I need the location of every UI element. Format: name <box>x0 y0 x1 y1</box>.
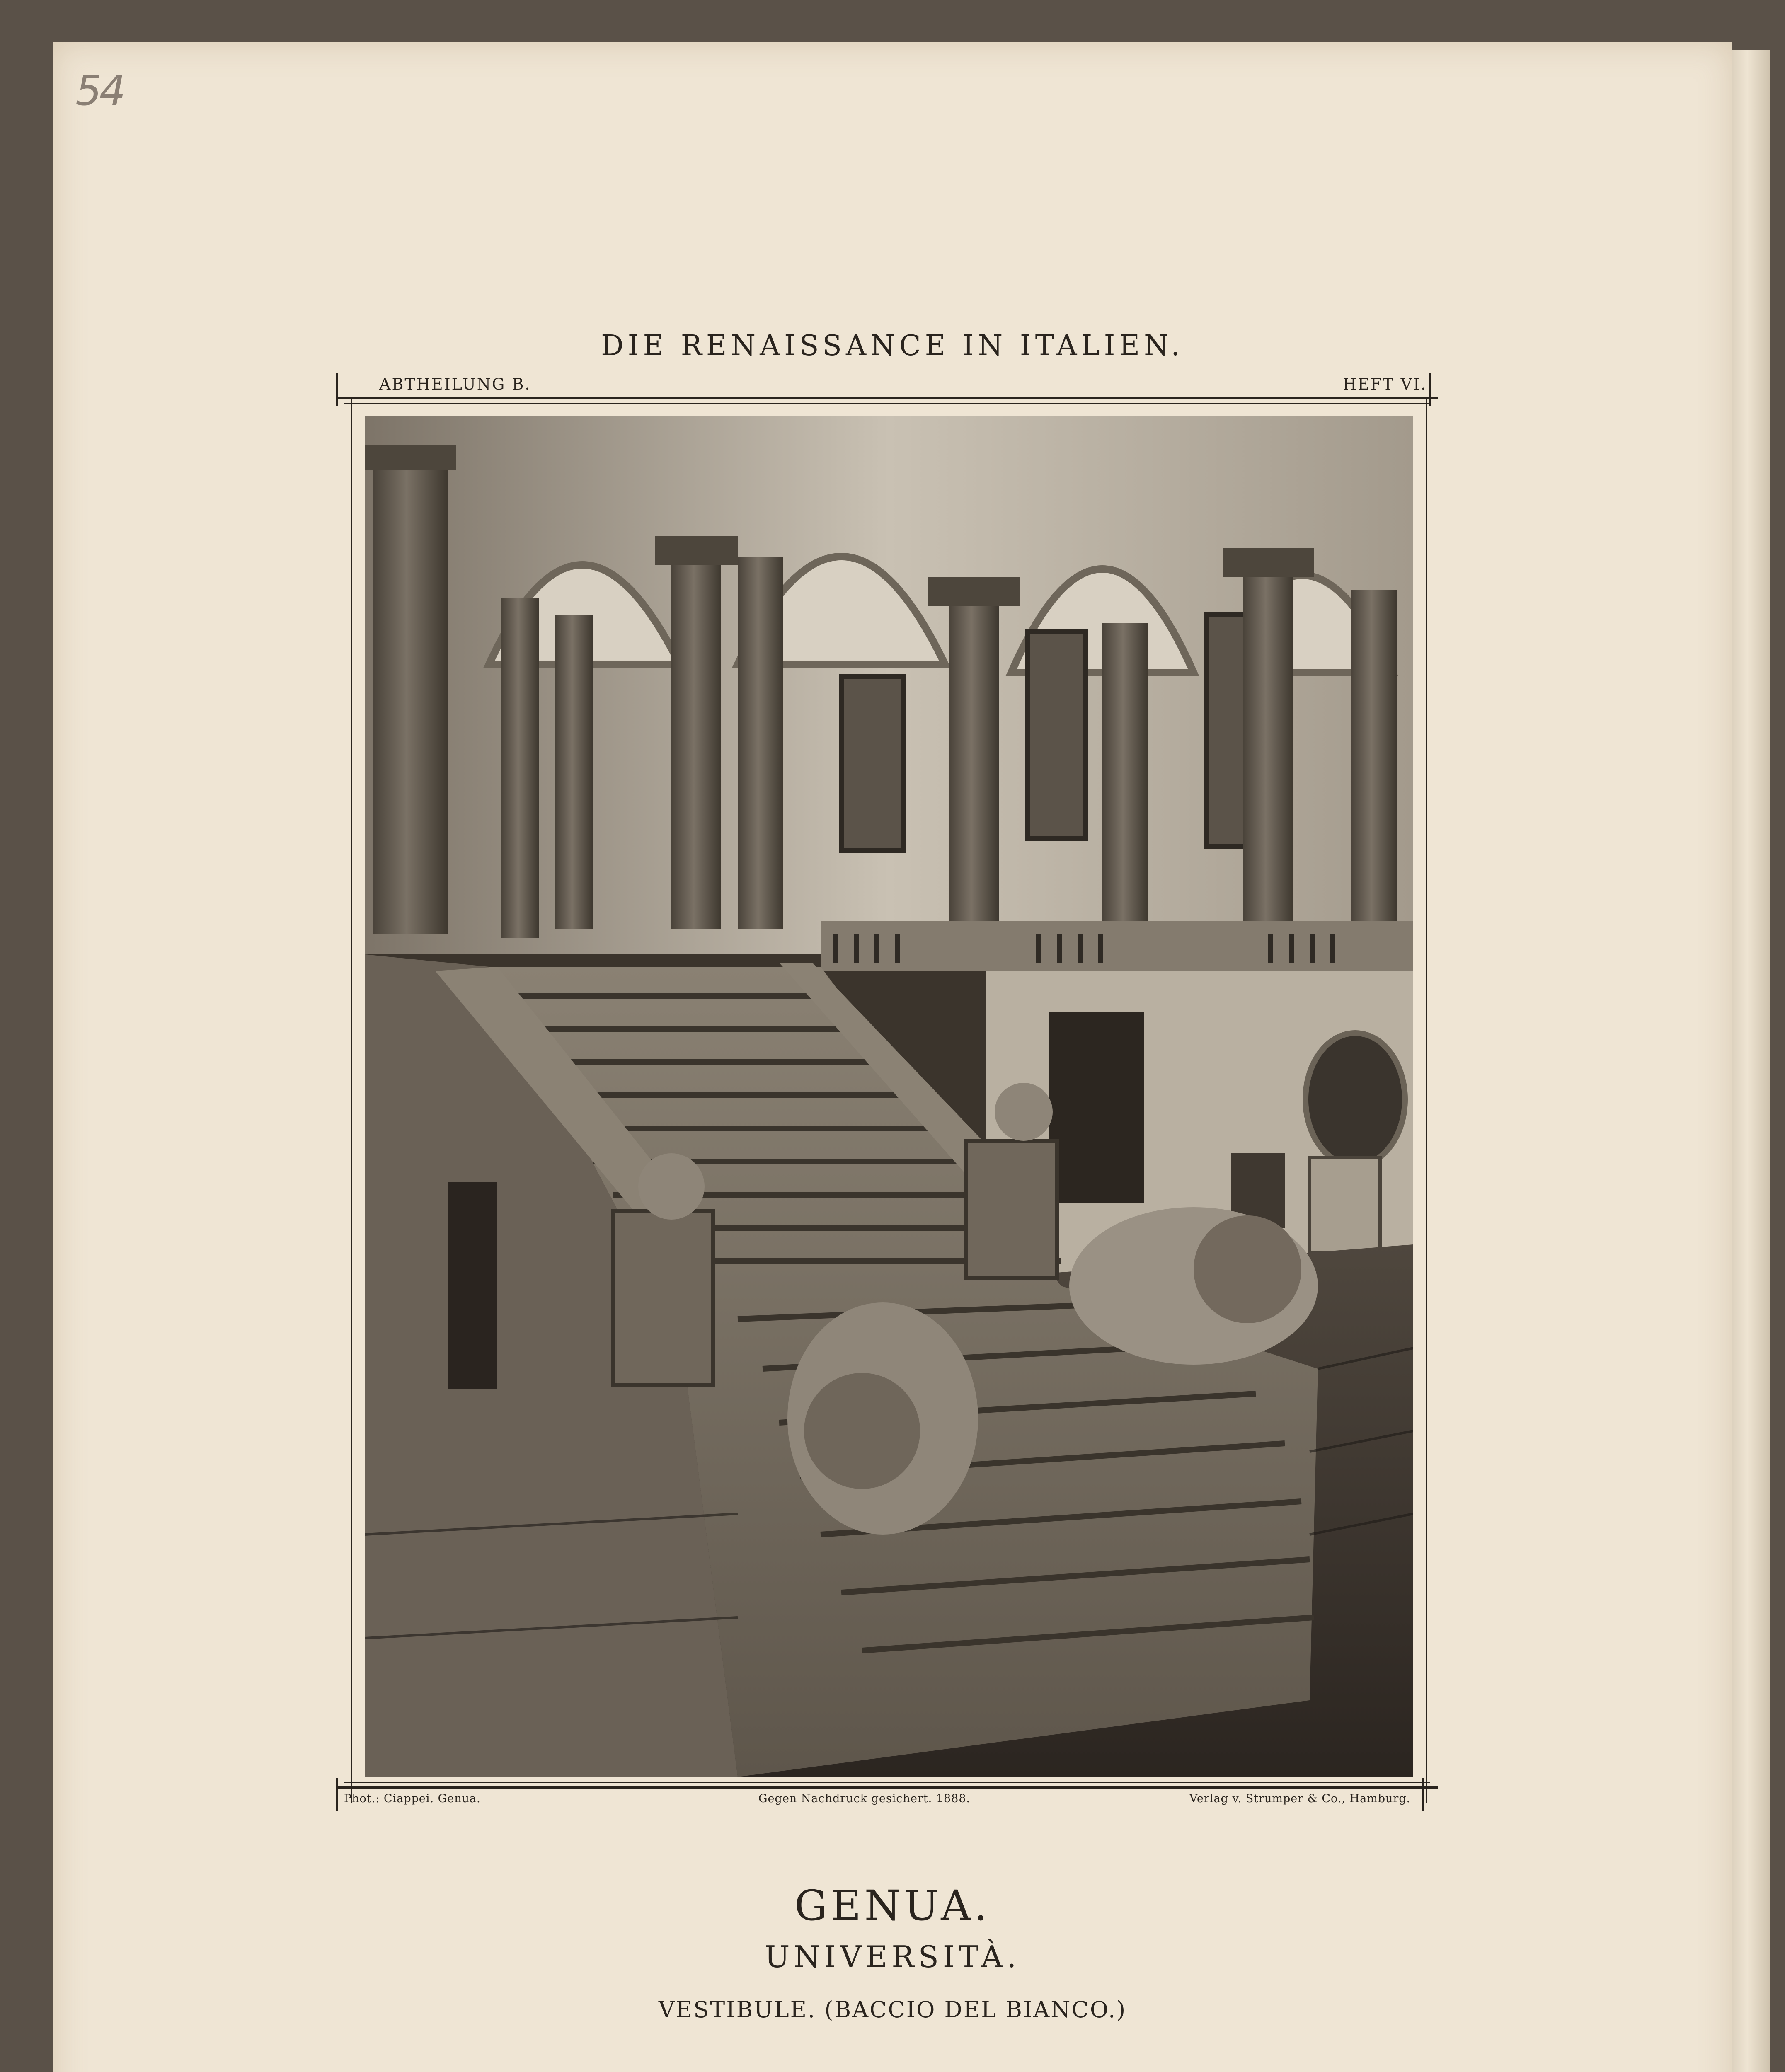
photographer-credit: Phot.: Ciappei. Genua. <box>344 1792 481 1805</box>
series-title: DIE RENAISSANCE IN ITALIEN. <box>601 329 1184 362</box>
right-tick-top <box>1429 373 1431 406</box>
pencil-mark: 54 <box>75 66 124 115</box>
staircase-photograph <box>365 416 1413 1777</box>
left-rule <box>351 398 352 1803</box>
right-rule <box>1426 398 1427 1803</box>
right-tick-bottom <box>1422 1778 1424 1811</box>
left-tick-top <box>336 373 338 406</box>
detail-caption: VESTIBULE. (BACCIO DEL BIANCO.) <box>658 1997 1127 2023</box>
section-label: ABTHEILUNG B. <box>379 375 531 393</box>
top-rule <box>336 397 1438 399</box>
building-caption: UNIVERSITÀ. <box>764 1939 1021 1974</box>
copyright-notice: Gegen Nachdruck gesichert. 1888. <box>758 1792 971 1805</box>
bottom-rule <box>336 1786 1438 1789</box>
publisher-credit: Verlag v. Strumper & Co., Hamburg. <box>1189 1792 1411 1805</box>
top-rule-thin <box>344 403 1430 404</box>
bottom-rule-thin <box>344 1782 1430 1783</box>
city-caption: GENUA. <box>794 1881 991 1930</box>
left-tick-bottom <box>336 1778 338 1811</box>
issue-label: HEFT VI. <box>1343 375 1427 393</box>
